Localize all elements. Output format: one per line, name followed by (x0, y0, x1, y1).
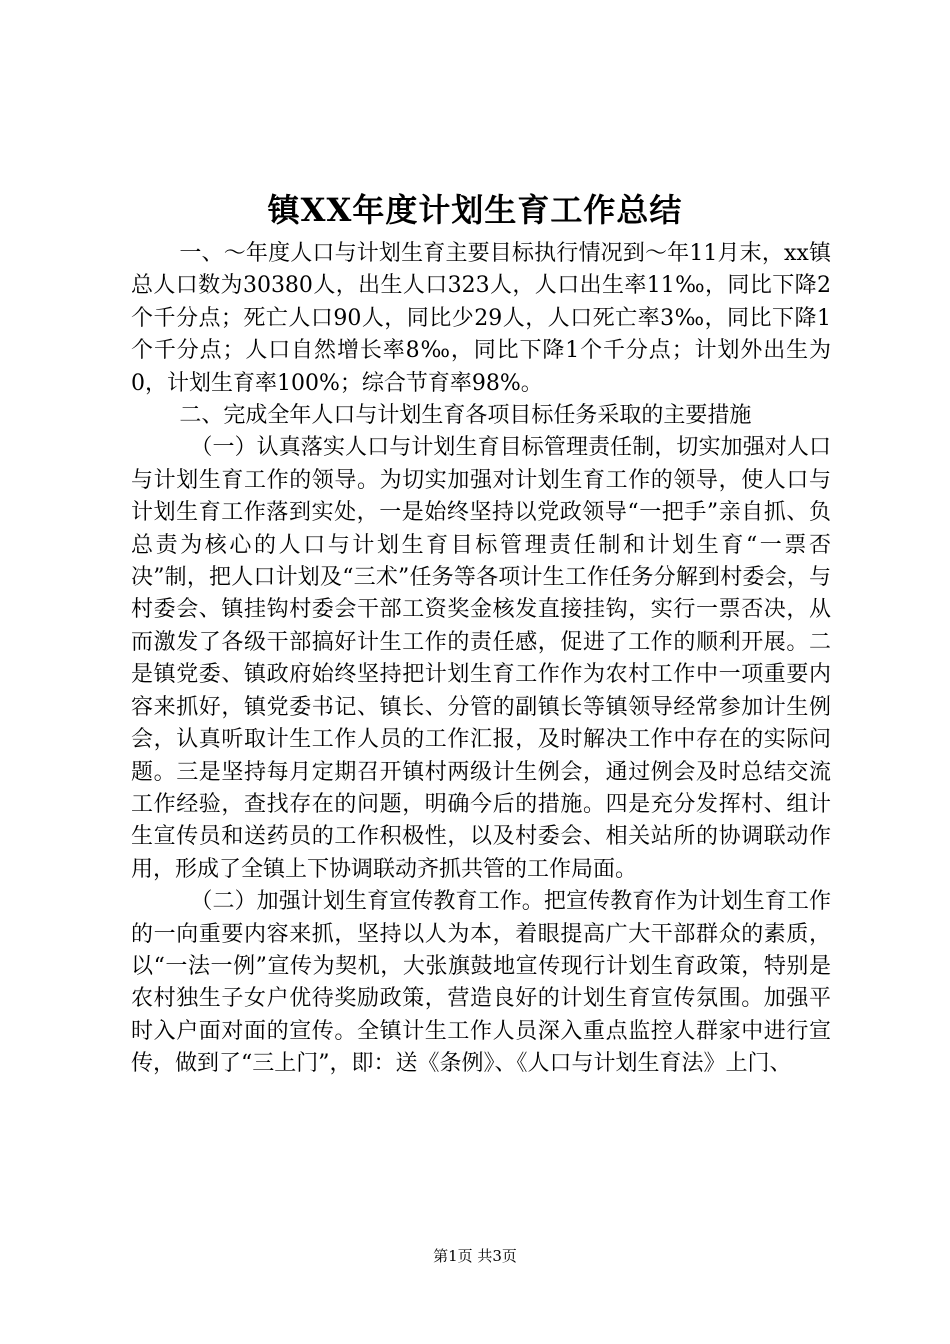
page-footer: 第1页 共3页 (433, 1247, 517, 1265)
document-body (131, 238, 831, 1081)
paragraph-targets: 一、～年度人口与计划生育主要目标执行情况到～年11月末，xx镇总人口数为30380人，出生人口323人，人口出生率11‰，同比下降2个千分点；死亡人口90人，同比少29人，人口死亡率3‰，同比下降1个千分点；人口自然增长率8‰，同比下降1个千分点；计划外出生为0，计划生育率100%；综合节育率98%。 (131, 241, 831, 396)
paragraph-responsibility: （一）认真落实人口与计划生育目标管理责任制，切实加强对人口与计划生育工作的领导。为切实加强对计划生育工作的领导，使人口与计划生育工作落到实处，一是始终坚持以党政领导“一把手”亲自抓、负总责为核心的人口与计划生育目标管理责任制和计划生育“一票否决”制，把人口计划及“三术”任务等各项计生工作任务分解到村委会，与村委会、镇挂钩村委会干部工资奖金核发直接挂钩，实行一票否决，从而激发了各级干部搞好计生工作的责任感，促进了工作的顺利开展。二是镇党委、镇政府始终坚持把计划生育工作作为农村工作中一项重要内容来抓好，镇党委书记、镇长、分管的副镇长等镇领导经常参加计生例会，认真听取计生工作人员的工作汇报，及时解决工作中存在的实际问题。三是坚持每月定期召开镇村两级计生例会，通过例会及时总结交流工作经验，查找存在的问题，明确今后的措施。四是充分发挥村、组计生宣传员和送药员的工作积极性，以及村委会、相关站所的协调联动作用，形成了全镇上下协调联动齐抓共管的工作局面。 (131, 435, 831, 882)
paragraph-publicity: （二）加强计划生育宣传教育工作。把宣传教育作为计划生育工作的一向重要内容来抓，坚持以人为本，着眼提高广大干部群众的素质，以“一法一例”宣传为契机，大张旗鼓地宣传现行计划生育政策，特别是农村独生子女户优待奖励政策，营造良好的计划生育宣传氛围。加强平时入户面对面的宣传。全镇计生工作人员深入重点监控人群家中进行宣传，做到了“三上门”，即：送《条例》、《人口与计划生育法》上门、 (131, 889, 831, 1077)
paragraph-measures-heading: 二、完成全年人口与计划生育各项目标任务采取的主要措施 (179, 403, 752, 429)
document-title: 镇XX年度计划生育工作总结 (267, 191, 683, 229)
